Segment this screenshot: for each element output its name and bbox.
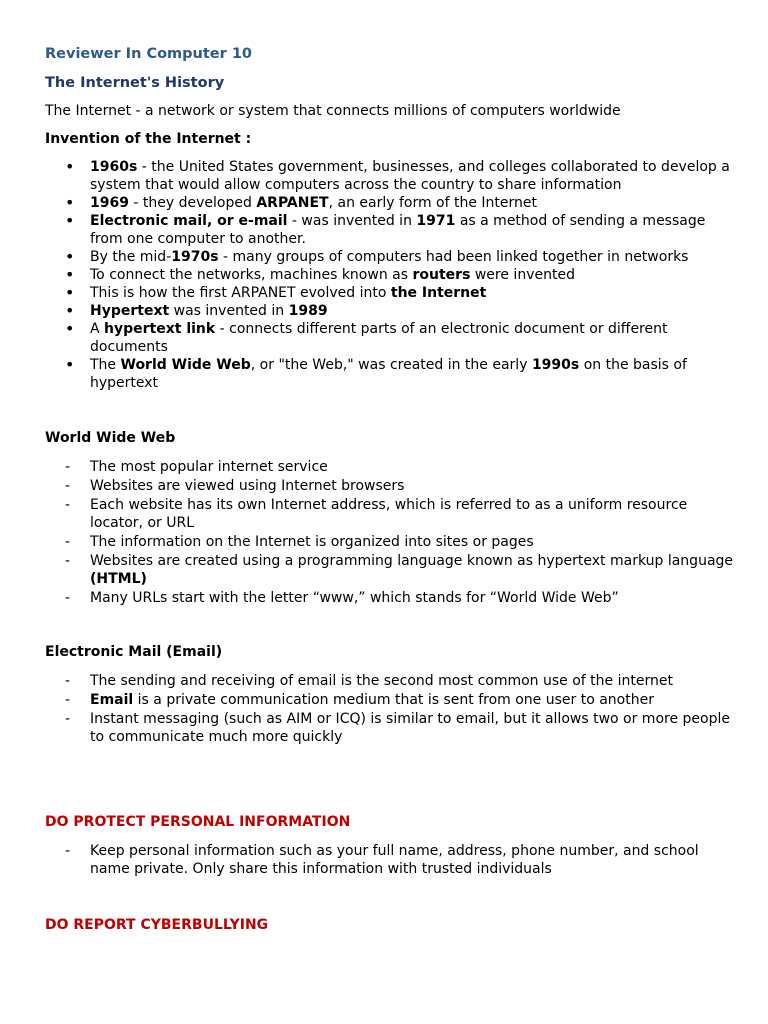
text-segment: Keep personal information such as your full name, address, phone number, and school name private. Only share this information with trusted individuals xyxy=(90,843,699,877)
www-heading: World Wide Web xyxy=(45,430,176,446)
list-marker: - xyxy=(65,459,71,475)
text-segment: as a method of sending a message from one computer to another. xyxy=(90,213,706,247)
bold-text: hypertext link xyxy=(104,321,216,337)
text-segment: The xyxy=(90,357,121,373)
list-marker: • xyxy=(65,301,75,320)
history-heading: The Internet's History xyxy=(45,75,225,91)
bold-text: Email xyxy=(90,692,134,708)
list-item xyxy=(45,320,735,356)
list-item xyxy=(45,842,735,878)
text-segment: A xyxy=(90,321,105,337)
list-item xyxy=(45,194,735,212)
list-marker: - xyxy=(65,534,71,550)
text-segment: To connect the networks, machines known as xyxy=(90,267,413,283)
list-marker: • xyxy=(65,319,75,338)
protect-list xyxy=(45,842,735,879)
text-segment: is a private communication medium that is sent from one user to another xyxy=(133,692,654,708)
list-item xyxy=(45,266,735,284)
list-marker: • xyxy=(65,157,75,176)
text-segment: , or "the Web," was created in the early xyxy=(250,357,532,373)
www-list xyxy=(45,458,735,608)
bold-text: 1990s xyxy=(531,357,580,373)
text-segment: - was invented in xyxy=(287,213,417,229)
internet-definition: The Internet - a network or system that connects millions of computers worldwide xyxy=(45,103,621,119)
list-marker: - xyxy=(65,553,71,569)
list-item xyxy=(45,672,735,690)
text-segment: - the United States government, businesses, and colleges collaborated to develop a system that would allow computers across the country to share information xyxy=(90,159,730,193)
list-item xyxy=(45,589,735,607)
list-item xyxy=(45,356,735,392)
email-list xyxy=(45,672,735,747)
list-item xyxy=(45,691,735,709)
list-marker: • xyxy=(65,211,75,230)
list-marker: • xyxy=(65,265,75,284)
text-segment: , an early form of the Internet xyxy=(328,195,538,211)
list-item xyxy=(45,458,735,476)
text-segment: The most popular internet service xyxy=(90,459,328,475)
text-segment: By the mid- xyxy=(90,249,172,265)
bold-text: the Internet xyxy=(390,285,487,301)
list-marker: • xyxy=(65,193,75,212)
text-segment: Each website has its own Internet address, which is referred to as a uniform resource locator, or URL xyxy=(90,497,688,531)
bold-text: (HTML) xyxy=(90,571,147,587)
list-item xyxy=(45,533,735,551)
bold-text: Electronic mail, or e-mail xyxy=(90,213,288,229)
list-item xyxy=(45,302,735,320)
list-item xyxy=(45,552,735,588)
email-heading: Electronic Mail (Email) xyxy=(45,644,223,660)
protect-heading: DO PROTECT PERSONAL INFORMATION xyxy=(45,814,351,830)
text-segment: Websites are created using a programming language known as hypertext markup language xyxy=(90,553,734,569)
list-item xyxy=(45,496,735,532)
bold-text: Hypertext xyxy=(90,303,170,319)
list-marker: - xyxy=(65,843,71,859)
report-heading: DO REPORT CYBERBULLYING xyxy=(45,917,269,933)
text-segment: Websites are viewed using Internet browsers xyxy=(90,478,405,494)
text-segment: - connects different parts of an electronic document or different documents xyxy=(90,321,668,355)
bold-text: 1970s xyxy=(171,249,219,265)
list-item xyxy=(45,212,735,248)
text-segment: The information on the Internet is organized into sites or pages xyxy=(90,534,534,550)
list-marker: - xyxy=(65,590,71,606)
document-title: Reviewer In Computer 10 xyxy=(45,46,253,62)
bold-text: World Wide Web xyxy=(120,357,251,373)
text-segment: were invented xyxy=(470,267,575,283)
list-marker: - xyxy=(65,478,71,494)
bold-text: 1989 xyxy=(288,303,328,319)
list-marker: - xyxy=(65,497,71,513)
text-segment: This is how the first ARPANET evolved into xyxy=(90,285,391,301)
text-segment: - they developed xyxy=(128,195,257,211)
list-item xyxy=(45,158,735,194)
bold-text: 1971 xyxy=(416,213,456,229)
bold-text: 1960s xyxy=(90,159,138,175)
list-marker: - xyxy=(65,711,71,727)
list-marker: - xyxy=(65,673,71,689)
list-marker: • xyxy=(65,247,75,266)
text-segment: was invented in xyxy=(169,303,289,319)
text-segment: The sending and receiving of email is the second most common use of the internet xyxy=(90,673,673,689)
text-segment: on the basis of hypertext xyxy=(90,357,687,391)
list-item xyxy=(45,284,735,302)
invention-heading: Invention of the Internet : xyxy=(45,131,252,147)
list-marker: - xyxy=(65,692,71,708)
text-segment: Instant messaging (such as AIM or ICQ) is similar to email, but it allows two or more people to communicate much more quickly xyxy=(90,711,730,745)
text-segment: Many URLs start with the letter “www,” which stands for “World Wide Web” xyxy=(90,590,619,606)
list-marker: • xyxy=(65,355,75,374)
bold-text: 1969 xyxy=(90,195,129,211)
list-marker: • xyxy=(65,283,75,302)
list-item xyxy=(45,248,735,266)
list-item xyxy=(45,477,735,495)
list-item xyxy=(45,710,735,746)
bold-text: routers xyxy=(412,267,471,283)
invention-list xyxy=(45,158,735,392)
bold-text: ARPANET xyxy=(256,195,329,211)
text-segment: - many groups of computers had been linked together in networks xyxy=(218,249,689,265)
